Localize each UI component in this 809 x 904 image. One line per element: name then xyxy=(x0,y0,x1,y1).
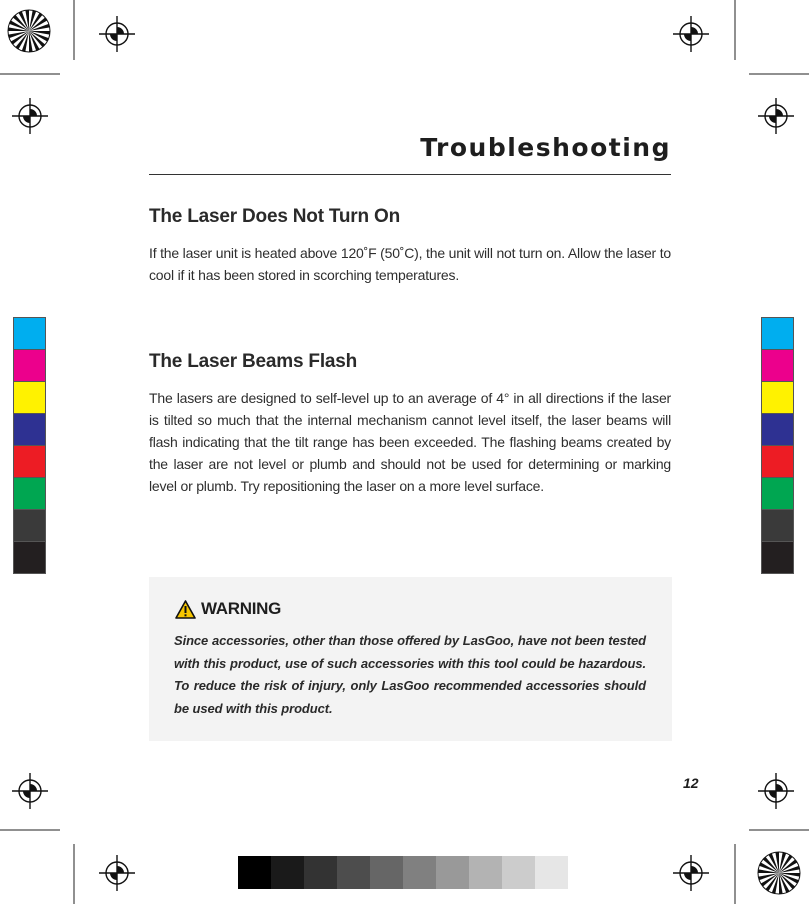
page-title: Troubleshooting xyxy=(420,133,671,162)
color-swatch xyxy=(13,317,46,350)
color-swatch xyxy=(761,445,794,478)
warning-triangle-icon xyxy=(175,600,196,619)
registration-mark-icon xyxy=(10,771,50,811)
registration-mark-icon xyxy=(671,853,711,893)
gray-swatch xyxy=(502,856,535,889)
warning-box xyxy=(149,577,672,741)
gray-swatch xyxy=(469,856,502,889)
color-swatch xyxy=(13,413,46,446)
warning-text: Since accessories, other than those offered by LasGoo, have not been tested with this product, use of such accessories with this tool could be hazardous. To reduce the risk of injury, only LasGoo recommended accessories should be used with this product. xyxy=(174,633,646,716)
registration-mark-icon xyxy=(671,14,711,54)
color-swatch xyxy=(13,541,46,574)
starburst-target-icon xyxy=(756,850,802,896)
registration-mark-icon xyxy=(756,96,796,136)
registration-mark-icon xyxy=(756,771,796,811)
color-swatch xyxy=(13,509,46,542)
gray-swatch xyxy=(337,856,370,889)
color-bar-right xyxy=(761,318,794,574)
color-swatch xyxy=(761,381,794,414)
color-bar-left xyxy=(13,318,46,574)
registration-mark-icon xyxy=(97,853,137,893)
title-divider xyxy=(149,174,671,175)
registration-mark-icon xyxy=(97,14,137,54)
section-heading: The Laser Does Not Turn On xyxy=(149,206,400,227)
color-swatch xyxy=(13,349,46,382)
gray-swatch xyxy=(436,856,469,889)
warning-label: WARNING xyxy=(201,599,282,618)
section-body: The lasers are designed to self-level up to an average of 4° in all directions if the laser is tilted so much that the internal mechanism cannot level itself, the laser beams will flash indicating that the tilt range has been exceeded. The flashing beams created by the laser are not level or plumb and should not be used for determining or marking level or plumb. Try repositioning the laser on a more level surface. xyxy=(149,390,671,494)
color-swatch xyxy=(761,509,794,542)
registration-mark-icon xyxy=(10,96,50,136)
section-body: If the laser unit is heated above 120˚F (50˚C), the unit will not turn on. Allow the laser to cool if it has been stored in scorching temperatures. xyxy=(149,245,671,283)
gray-swatch xyxy=(535,856,568,889)
page-number: 12 xyxy=(683,775,699,791)
section-laser-beams-flash xyxy=(149,351,671,497)
gray-swatch xyxy=(304,856,337,889)
section-laser-does-not-turn-on xyxy=(149,206,671,286)
gray-swatch xyxy=(370,856,403,889)
color-swatch xyxy=(13,445,46,478)
starburst-target-icon xyxy=(6,8,52,54)
color-swatch xyxy=(761,349,794,382)
color-swatch xyxy=(761,317,794,350)
color-swatch xyxy=(761,541,794,574)
color-swatch xyxy=(13,381,46,414)
gray-ramp-bar xyxy=(238,856,568,889)
warning-header xyxy=(175,599,281,619)
color-swatch xyxy=(761,477,794,510)
color-swatch xyxy=(761,413,794,446)
gray-swatch xyxy=(403,856,436,889)
color-swatch xyxy=(13,477,46,510)
section-heading: The Laser Beams Flash xyxy=(149,351,358,372)
gray-swatch xyxy=(238,856,271,889)
gray-swatch xyxy=(271,856,304,889)
